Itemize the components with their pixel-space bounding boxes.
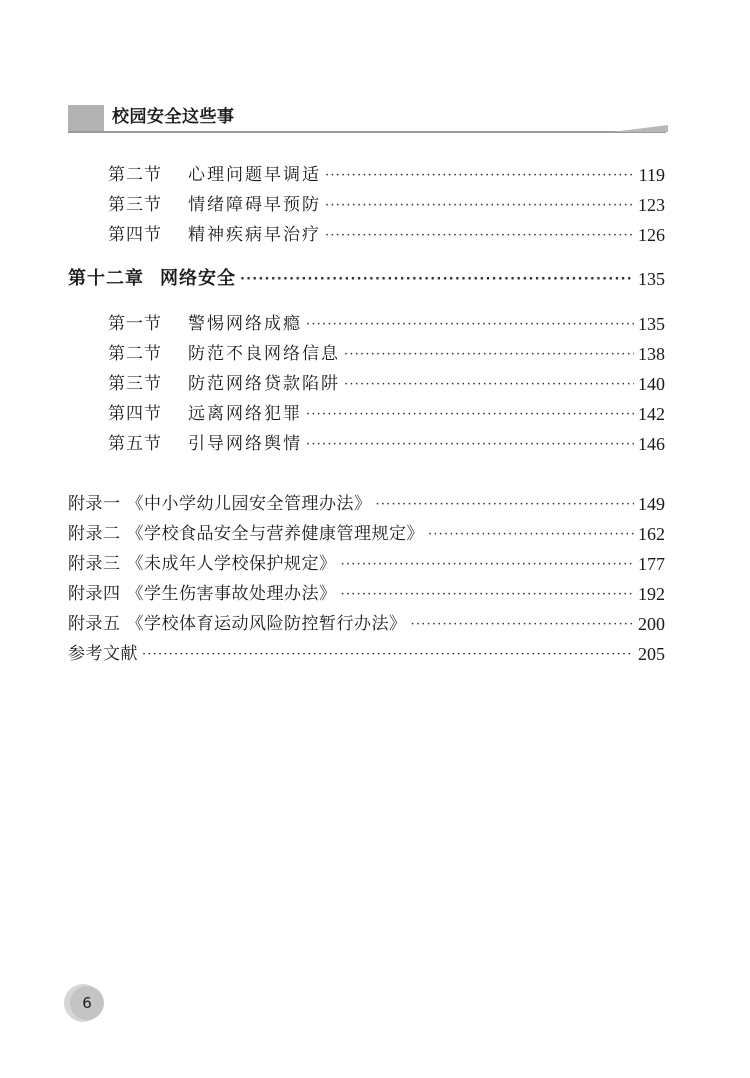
toc-page-number: 205 [638, 644, 665, 664]
toc-chapter-label: 第十二章 [68, 268, 144, 289]
toc-section-title: 防范不良网络信息 [188, 344, 340, 364]
toc-section-label: 第四节 [108, 225, 162, 245]
page-number: 6 [70, 986, 104, 1020]
header-rule [68, 131, 666, 133]
toc-appendix-title: 《中小学幼儿园安全管理办法》 [126, 494, 372, 514]
toc-chapter-title: 网络安全 [160, 268, 236, 289]
toc-entry-section[interactable] [108, 431, 665, 457]
toc-entry-references[interactable] [68, 641, 665, 667]
dot-leader [411, 611, 635, 637]
toc-section-title: 情绪障碍早预防 [188, 195, 321, 215]
toc-page-number: 177 [638, 554, 665, 574]
toc-entry-section[interactable] [108, 222, 665, 248]
toc-page-number: 200 [638, 614, 665, 634]
dot-leader [306, 311, 634, 337]
toc-section-title: 引导网络舆情 [188, 434, 302, 454]
book-title: 校园安全这些事 [112, 107, 235, 127]
dot-leader [344, 341, 634, 367]
dot-leader [240, 266, 634, 292]
toc-page-number: 135 [638, 314, 665, 334]
toc-page-number: 192 [638, 584, 665, 604]
toc-section-title: 远离网络犯罪 [188, 404, 302, 424]
toc-entry-appendix[interactable] [68, 611, 665, 637]
dot-leader [325, 162, 635, 188]
toc-page-number: 162 [638, 524, 665, 544]
toc-section-label: 第三节 [108, 374, 162, 394]
dot-leader [325, 192, 634, 218]
header-wedge-decoration [612, 125, 668, 132]
toc-appendix-label: 附录四 [68, 584, 121, 604]
page-number-badge [64, 984, 106, 1022]
dot-leader [325, 222, 634, 248]
toc-entry-chapter[interactable] [68, 266, 665, 292]
dot-leader [428, 521, 634, 547]
dot-leader [306, 431, 634, 457]
toc-entry-section[interactable] [108, 341, 665, 367]
toc-entry-section[interactable] [108, 401, 665, 427]
toc-page-number: 140 [638, 374, 665, 394]
toc-page-number: 138 [638, 344, 665, 364]
toc-page-number: 146 [638, 434, 665, 454]
toc-page-number: 123 [638, 195, 665, 215]
toc-page-number: 126 [638, 225, 665, 245]
toc-section-title: 警惕网络成瘾 [188, 314, 302, 334]
toc-section-title: 精神疾病早治疗 [188, 225, 321, 245]
toc-entry-appendix[interactable] [68, 581, 665, 607]
toc-section-label: 第三节 [108, 195, 162, 215]
toc-section-label: 第五节 [108, 434, 162, 454]
toc-appendix-label: 附录一 [68, 494, 121, 514]
dot-leader [344, 371, 634, 397]
toc-appendix-label: 附录五 [68, 614, 121, 634]
toc-page-number: 119 [638, 165, 665, 185]
toc-appendix-label: 附录二 [68, 524, 121, 544]
toc-section-title: 防范网络贷款陷阱 [188, 374, 340, 394]
dot-leader [341, 581, 635, 607]
dot-leader [142, 641, 634, 667]
toc-entry-appendix[interactable] [68, 521, 665, 547]
toc-entry-section[interactable] [108, 192, 665, 218]
toc-section-label: 第四节 [108, 404, 162, 424]
toc-entry-section[interactable] [108, 311, 665, 337]
toc-appendix-title: 《学校体育运动风险防控暂行办法》 [126, 614, 407, 634]
toc-appendix-title: 《学生伤害事故处理办法》 [126, 584, 337, 604]
toc-entry-section[interactable] [108, 162, 665, 188]
dot-leader [376, 491, 635, 517]
toc-section-label: 第一节 [108, 314, 162, 334]
toc-page-number: 142 [638, 404, 665, 424]
toc-section-label: 第二节 [108, 165, 162, 185]
running-header [68, 104, 668, 134]
toc-section-title: 心理问题早调适 [188, 165, 321, 185]
toc-appendix-label: 附录三 [68, 554, 121, 574]
toc-page-number: 135 [638, 269, 665, 289]
toc-appendix-title: 《学校食品安全与营养健康管理规定》 [126, 524, 424, 544]
toc-references-label: 参考文献 [68, 644, 138, 664]
toc-entry-appendix[interactable] [68, 551, 665, 577]
toc-entry-appendix[interactable] [68, 491, 665, 517]
toc-section-label: 第二节 [108, 344, 162, 364]
dot-leader [341, 551, 635, 577]
toc-entry-section[interactable] [108, 371, 665, 397]
toc-page-number: 149 [638, 494, 665, 514]
header-gray-block [68, 105, 104, 131]
dot-leader [306, 401, 634, 427]
toc-appendix-title: 《未成年人学校保护规定》 [126, 554, 337, 574]
